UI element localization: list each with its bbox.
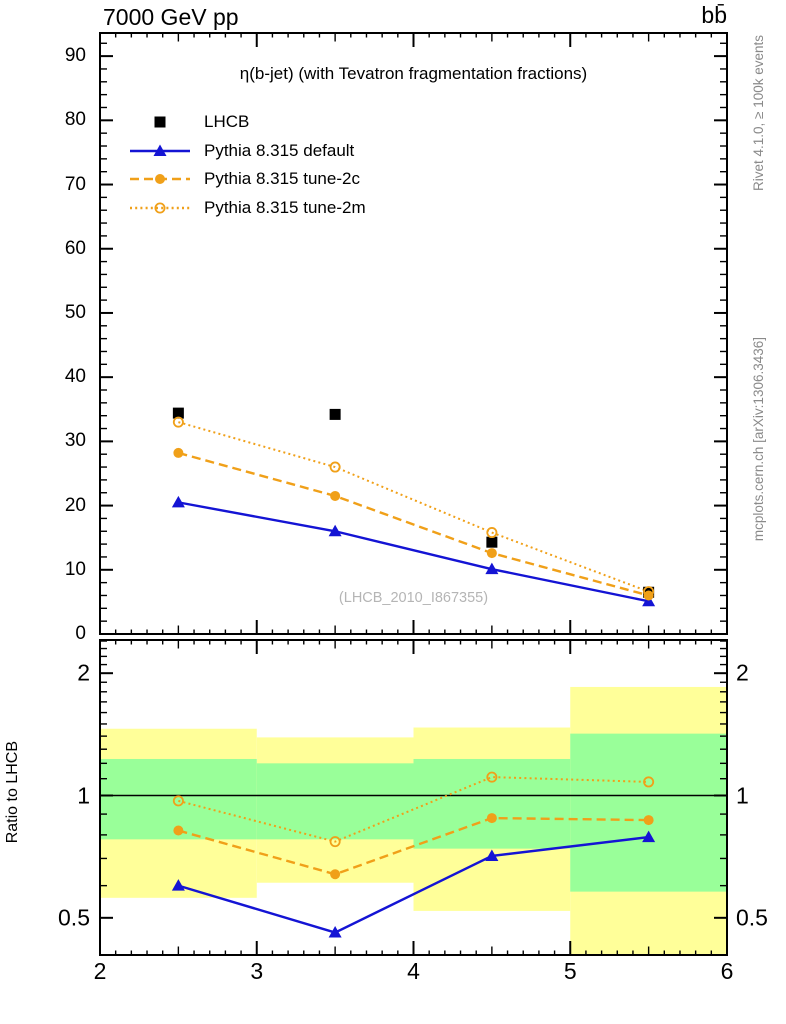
legend-item-label: Pythia 8.315 tune-2c: [204, 169, 360, 189]
main-y-tick-label: 40: [64, 366, 86, 388]
x-tick-label: 2: [93, 958, 107, 984]
x-tick-label: 5: [563, 958, 577, 984]
legend-item-label: Pythia 8.315 default: [204, 140, 355, 160]
marker-triangle: [172, 496, 185, 508]
main-y-tick-label: 20: [64, 494, 86, 516]
marker-circle: [330, 869, 340, 879]
marker-square: [155, 117, 166, 128]
ratio-y-tick-label-left: 1: [77, 782, 90, 808]
main-y-tick-label: 50: [64, 301, 86, 323]
plot-title: η(b-jet) (with Tevatron fragmentation fractions): [239, 64, 588, 83]
marker-circle: [155, 174, 165, 184]
legend-item: [128, 137, 366, 166]
main-y-tick-label: 0: [75, 623, 86, 644]
legend-item: [128, 108, 366, 137]
marker-circle: [487, 548, 497, 558]
marker-square: [330, 409, 341, 420]
legend-marker-circle: [128, 169, 192, 189]
legend-marker-square: [128, 112, 192, 132]
series-line: [178, 453, 648, 596]
series-line: [178, 422, 648, 592]
ratio-y-tick-label-left: 0.5: [58, 904, 90, 931]
uncertainty-band-green: [570, 734, 727, 892]
x-tick-label: 4: [407, 958, 420, 984]
main-y-tick-label: 70: [64, 173, 86, 195]
rivet-version-note: Rivet 4.1.0, ≥ 100k events: [751, 35, 766, 191]
x-tick-label: 6: [720, 958, 734, 984]
ratio-y-tick-label-right: 2: [736, 659, 749, 686]
legend-item: [128, 194, 366, 223]
series-line: [178, 502, 648, 601]
legend-marker-circle-open: [128, 198, 192, 218]
legend-marker-triangle: [128, 141, 192, 161]
ratio-axis-label: Ratio to LHCB: [4, 741, 21, 844]
main-y-tick-label: 60: [64, 237, 86, 259]
main-y-tick-label: 90: [64, 45, 86, 67]
marker-circle: [644, 815, 654, 825]
marker-circle: [173, 826, 183, 836]
main-y-tick-label: 80: [64, 109, 86, 131]
legend: [128, 108, 366, 222]
main-y-tick-label: 30: [64, 430, 86, 452]
marker-circle: [330, 491, 340, 501]
legend-item: [128, 165, 366, 194]
marker-square: [486, 537, 497, 548]
legend-item-label: Pythia 8.315 tune-2m: [204, 197, 366, 217]
ratio-y-tick-label-left: 2: [77, 659, 90, 686]
mcplots-source-note: mcplots.cern.ch [arXiv:1306.3436]: [751, 337, 766, 542]
main-y-tick-label: 10: [64, 558, 86, 580]
process-title: bb̄: [701, 2, 727, 28]
x-tick-label: 3: [250, 958, 264, 984]
ratio-y-tick-label-right: 1: [736, 782, 749, 808]
legend-item-label: LHCB: [204, 112, 250, 132]
analysis-watermark: (LHCB_2010_I867355): [338, 590, 489, 606]
ratio-y-tick-label-right: 0.5: [736, 904, 768, 931]
beam-energy-title: 7000 GeV pp: [103, 4, 239, 30]
marker-circle: [173, 448, 183, 458]
marker-circle: [487, 813, 497, 823]
